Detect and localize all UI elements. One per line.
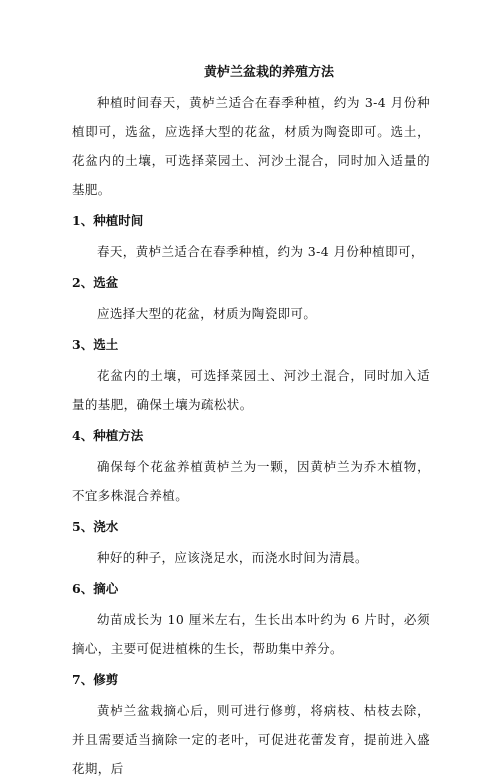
section-body-soil: 花盆内的土壤，可选择菜园土、河沙土混合，同时加入适量的基肥，确保土壤为疏松状。 [72, 368, 430, 412]
section-body-planting-method: 确保每个花盆养植黄栌兰为一颗，因黄栌兰为乔木植物，不宜多株混合养植。 [72, 459, 430, 503]
section-heading-pruning: 7、修剪 [72, 672, 119, 687]
document-page [72, 58, 430, 783]
section-heading-soil: 3、选土 [72, 337, 119, 352]
section-body-watering: 种好的种子，应该浇足水，而浇水时间为清晨。 [97, 550, 368, 565]
document-title: 黄栌兰盆栽的养殖方法 [203, 65, 334, 80]
section-heading-planting-time: 1、种植时间 [72, 213, 144, 228]
intro-paragraph: 种植时间春天，黄栌兰适合在春季种植，约为 3-4 月份种植即可，选盆，应选择大型的花盆，材质为陶瓷即可。选土，花盆内的土壤，可选择菜园土、河沙土混合，同时加入适量的基肥。 [72, 95, 430, 197]
section-body-pruning: 黄栌兰盆栽摘心后，则可进行修剪，将病枝、枯枝去除，并且需要适当摘除一定的老叶，可促进花蕾发育，提前进入盛花期，后 [72, 703, 430, 776]
section-heading-pinching: 6、摘心 [72, 581, 119, 596]
section-heading-pot: 2、选盆 [72, 275, 119, 290]
section-heading-planting-method: 4、种植方法 [72, 428, 144, 443]
section-body-planting-time: 春天，黄栌兰适合在春季种植，约为 3-4 月份种植即可， [97, 244, 424, 259]
section-heading-watering: 5、浇水 [72, 519, 119, 534]
section-body-pot: 应选择大型的花盆，材质为陶瓷即可。 [97, 306, 317, 321]
section-body-pinching: 幼苗成长为 10 厘米左右，生长出本叶约为 6 片时，必须摘心，主要可促进植株的生长，帮助集中养分。 [72, 612, 430, 656]
